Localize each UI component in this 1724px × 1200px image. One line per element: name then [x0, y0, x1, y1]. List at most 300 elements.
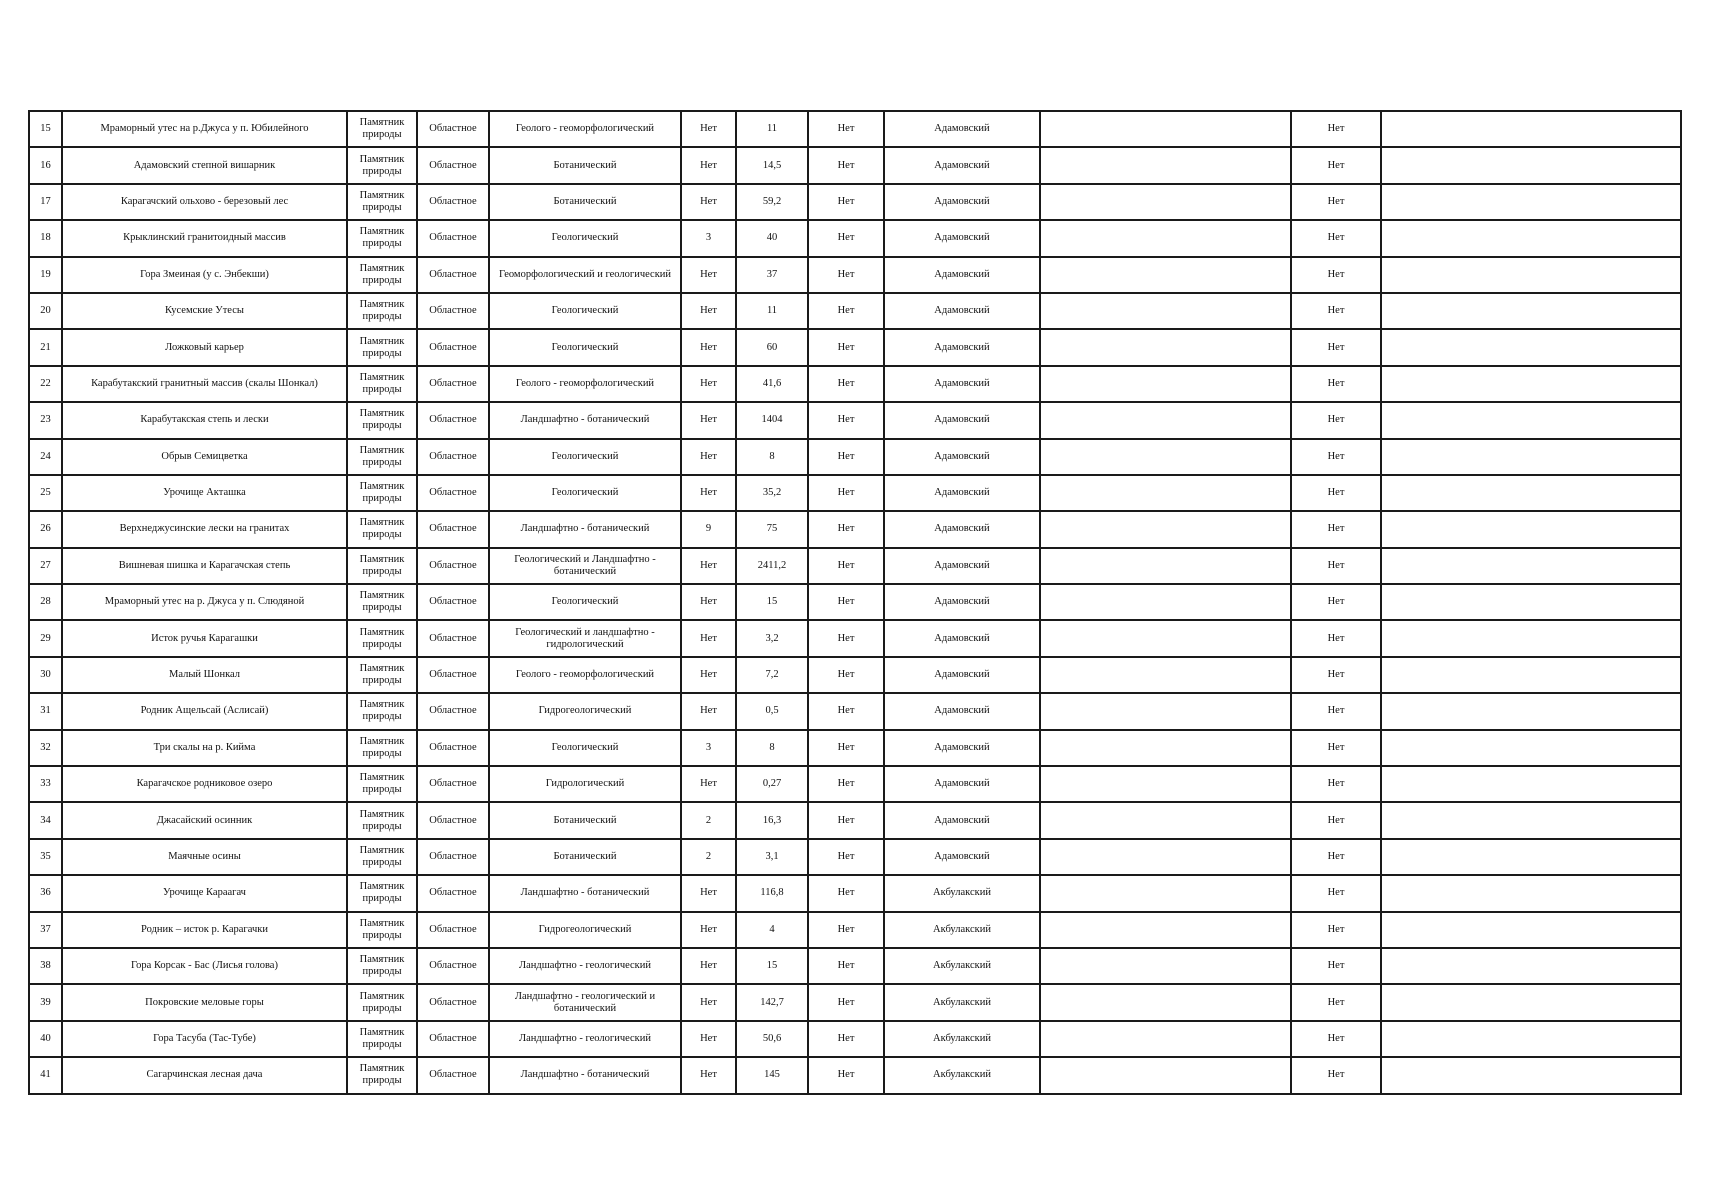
cell-area: 116,8 — [736, 875, 808, 911]
cell-col12 — [1381, 329, 1681, 365]
cell-category: Памятник природы — [347, 657, 417, 693]
cell-name: Верхнеджусинские лески на гранитах — [62, 511, 347, 547]
cell-col8: Нет — [808, 475, 884, 511]
cell-number: 30 — [29, 657, 62, 693]
cell-col6: Нет — [681, 366, 736, 402]
protected-areas-table — [28, 110, 1682, 1095]
cell-area: 59,2 — [736, 184, 808, 220]
cell-category: Памятник природы — [347, 802, 417, 838]
cell-profile: Ботанический — [489, 147, 681, 183]
cell-col12 — [1381, 620, 1681, 656]
table-row — [29, 1021, 1681, 1057]
document-sheet — [28, 110, 1680, 1095]
cell-col8: Нет — [808, 839, 884, 875]
cell-category: Памятник природы — [347, 220, 417, 256]
table-row — [29, 402, 1681, 438]
table-row — [29, 912, 1681, 948]
cell-district: Акбулакский — [884, 875, 1040, 911]
cell-area: 11 — [736, 111, 808, 147]
cell-category: Памятник природы — [347, 1057, 417, 1093]
cell-number: 23 — [29, 402, 62, 438]
cell-col6: Нет — [681, 657, 736, 693]
cell-col6: Нет — [681, 693, 736, 729]
cell-category: Памятник природы — [347, 912, 417, 948]
cell-significance: Областное — [417, 366, 489, 402]
cell-number: 27 — [29, 548, 62, 584]
cell-district: Акбулакский — [884, 948, 1040, 984]
cell-district: Адамовский — [884, 293, 1040, 329]
cell-area: 3,2 — [736, 620, 808, 656]
cell-col11: Нет — [1291, 912, 1381, 948]
cell-col8: Нет — [808, 220, 884, 256]
cell-col10 — [1040, 402, 1291, 438]
cell-name: Гора Тасуба (Тас-Тубе) — [62, 1021, 347, 1057]
cell-category: Памятник природы — [347, 402, 417, 438]
cell-col10 — [1040, 875, 1291, 911]
cell-col6: Нет — [681, 948, 736, 984]
cell-col10 — [1040, 984, 1291, 1020]
cell-col11: Нет — [1291, 366, 1381, 402]
cell-col6: Нет — [681, 293, 736, 329]
cell-name: Адамовский степной вишарник — [62, 147, 347, 183]
cell-name: Карагачское родниковое озеро — [62, 766, 347, 802]
cell-area: 40 — [736, 220, 808, 256]
cell-number: 29 — [29, 620, 62, 656]
cell-significance: Областное — [417, 111, 489, 147]
cell-profile: Геологический — [489, 584, 681, 620]
cell-name: Урочище Караагач — [62, 875, 347, 911]
cell-col11: Нет — [1291, 257, 1381, 293]
cell-category: Памятник природы — [347, 293, 417, 329]
cell-district: Акбулакский — [884, 1057, 1040, 1093]
cell-district: Акбулакский — [884, 1021, 1040, 1057]
cell-profile: Ботанический — [489, 802, 681, 838]
cell-name: Обрыв Семицветка — [62, 439, 347, 475]
cell-significance: Областное — [417, 802, 489, 838]
cell-col12 — [1381, 220, 1681, 256]
cell-district: Адамовский — [884, 257, 1040, 293]
cell-col10 — [1040, 548, 1291, 584]
cell-significance: Областное — [417, 657, 489, 693]
cell-name: Урочище Акташка — [62, 475, 347, 511]
cell-district: Адамовский — [884, 366, 1040, 402]
table-row — [29, 548, 1681, 584]
cell-col11: Нет — [1291, 875, 1381, 911]
cell-col6: Нет — [681, 111, 736, 147]
cell-name: Карабутакский гранитный массив (скалы Шонкал) — [62, 366, 347, 402]
cell-name: Исток ручья Карагашки — [62, 620, 347, 656]
cell-col11: Нет — [1291, 693, 1381, 729]
cell-col6: Нет — [681, 984, 736, 1020]
cell-name: Крыклинский гранитоидный массив — [62, 220, 347, 256]
table-row — [29, 620, 1681, 656]
cell-profile: Геологический — [489, 293, 681, 329]
cell-profile: Геологический — [489, 329, 681, 365]
cell-col10 — [1040, 439, 1291, 475]
cell-col12 — [1381, 802, 1681, 838]
cell-col8: Нет — [808, 1021, 884, 1057]
cell-number: 39 — [29, 984, 62, 1020]
table-row — [29, 111, 1681, 147]
cell-col11: Нет — [1291, 802, 1381, 838]
cell-col8: Нет — [808, 620, 884, 656]
cell-district: Адамовский — [884, 766, 1040, 802]
cell-name: Карабутакская степь и лески — [62, 402, 347, 438]
cell-col11: Нет — [1291, 1057, 1381, 1093]
cell-col11: Нет — [1291, 511, 1381, 547]
cell-col6: Нет — [681, 184, 736, 220]
cell-number: 22 — [29, 366, 62, 402]
cell-significance: Областное — [417, 584, 489, 620]
cell-category: Памятник природы — [347, 875, 417, 911]
cell-col6: 2 — [681, 839, 736, 875]
table-row — [29, 839, 1681, 875]
cell-significance: Областное — [417, 875, 489, 911]
cell-category: Памятник природы — [347, 257, 417, 293]
cell-col11: Нет — [1291, 584, 1381, 620]
cell-profile: Геолого - геоморфологический — [489, 111, 681, 147]
cell-area: 8 — [736, 730, 808, 766]
cell-name: Джасайский осинник — [62, 802, 347, 838]
cell-significance: Областное — [417, 257, 489, 293]
cell-number: 35 — [29, 839, 62, 875]
cell-significance: Областное — [417, 620, 489, 656]
cell-name: Маячные осины — [62, 839, 347, 875]
cell-significance: Областное — [417, 948, 489, 984]
cell-significance: Областное — [417, 511, 489, 547]
cell-col6: Нет — [681, 147, 736, 183]
cell-category: Памятник природы — [347, 511, 417, 547]
cell-area: 0,5 — [736, 693, 808, 729]
cell-category: Памятник природы — [347, 329, 417, 365]
cell-col10 — [1040, 147, 1291, 183]
cell-col11: Нет — [1291, 439, 1381, 475]
cell-col11: Нет — [1291, 475, 1381, 511]
cell-number: 36 — [29, 875, 62, 911]
cell-col10 — [1040, 802, 1291, 838]
cell-col6: 3 — [681, 730, 736, 766]
cell-profile: Ботанический — [489, 184, 681, 220]
cell-col10 — [1040, 184, 1291, 220]
cell-col12 — [1381, 402, 1681, 438]
cell-area: 1404 — [736, 402, 808, 438]
cell-col12 — [1381, 184, 1681, 220]
cell-col11: Нет — [1291, 620, 1381, 656]
cell-profile: Гидрогеологический — [489, 912, 681, 948]
cell-district: Адамовский — [884, 693, 1040, 729]
cell-area: 15 — [736, 584, 808, 620]
cell-profile: Ландшафтно - ботанический — [489, 875, 681, 911]
cell-col12 — [1381, 257, 1681, 293]
cell-profile: Гидрогеологический — [489, 693, 681, 729]
cell-col11: Нет — [1291, 730, 1381, 766]
cell-significance: Областное — [417, 1057, 489, 1093]
cell-number: 19 — [29, 257, 62, 293]
cell-col6: Нет — [681, 548, 736, 584]
cell-col10 — [1040, 257, 1291, 293]
cell-category: Памятник природы — [347, 111, 417, 147]
cell-number: 37 — [29, 912, 62, 948]
table-row — [29, 511, 1681, 547]
cell-col11: Нет — [1291, 657, 1381, 693]
cell-number: 33 — [29, 766, 62, 802]
cell-area: 7,2 — [736, 657, 808, 693]
cell-col11: Нет — [1291, 839, 1381, 875]
cell-number: 21 — [29, 329, 62, 365]
cell-significance: Областное — [417, 220, 489, 256]
cell-district: Адамовский — [884, 511, 1040, 547]
cell-number: 24 — [29, 439, 62, 475]
cell-profile: Геологический — [489, 730, 681, 766]
cell-col11: Нет — [1291, 111, 1381, 147]
cell-col11: Нет — [1291, 184, 1381, 220]
cell-col6: Нет — [681, 1021, 736, 1057]
cell-col6: 9 — [681, 511, 736, 547]
cell-area: 35,2 — [736, 475, 808, 511]
cell-district: Адамовский — [884, 657, 1040, 693]
cell-profile: Геологический — [489, 439, 681, 475]
cell-name: Вишневая шишка и Карагачская степь — [62, 548, 347, 584]
cell-area: 0,27 — [736, 766, 808, 802]
cell-col8: Нет — [808, 875, 884, 911]
table-row — [29, 220, 1681, 256]
cell-significance: Областное — [417, 693, 489, 729]
cell-district: Адамовский — [884, 111, 1040, 147]
cell-col12 — [1381, 693, 1681, 729]
cell-col12 — [1381, 730, 1681, 766]
cell-name: Сагарчинская лесная дача — [62, 1057, 347, 1093]
cell-number: 41 — [29, 1057, 62, 1093]
table-row — [29, 875, 1681, 911]
cell-area: 15 — [736, 948, 808, 984]
cell-profile: Геологический — [489, 220, 681, 256]
cell-significance: Областное — [417, 475, 489, 511]
cell-number: 31 — [29, 693, 62, 729]
cell-col6: Нет — [681, 875, 736, 911]
cell-col11: Нет — [1291, 766, 1381, 802]
cell-significance: Областное — [417, 329, 489, 365]
table-row — [29, 366, 1681, 402]
cell-col8: Нет — [808, 730, 884, 766]
cell-col12 — [1381, 1057, 1681, 1093]
cell-number: 20 — [29, 293, 62, 329]
cell-area: 3,1 — [736, 839, 808, 875]
cell-category: Памятник природы — [347, 730, 417, 766]
cell-col8: Нет — [808, 257, 884, 293]
cell-category: Памятник природы — [347, 984, 417, 1020]
cell-col12 — [1381, 657, 1681, 693]
cell-col12 — [1381, 875, 1681, 911]
cell-significance: Областное — [417, 912, 489, 948]
cell-area: 145 — [736, 1057, 808, 1093]
cell-number: 32 — [29, 730, 62, 766]
cell-name: Ложковый карьер — [62, 329, 347, 365]
cell-district: Адамовский — [884, 839, 1040, 875]
cell-district: Адамовский — [884, 220, 1040, 256]
cell-col10 — [1040, 948, 1291, 984]
cell-col10 — [1040, 766, 1291, 802]
cell-col8: Нет — [808, 584, 884, 620]
cell-significance: Областное — [417, 984, 489, 1020]
cell-profile: Ландшафтно - ботанический — [489, 402, 681, 438]
cell-col8: Нет — [808, 1057, 884, 1093]
cell-name: Родник – исток р. Карагачки — [62, 912, 347, 948]
cell-col11: Нет — [1291, 548, 1381, 584]
cell-area: 8 — [736, 439, 808, 475]
cell-col8: Нет — [808, 657, 884, 693]
cell-category: Памятник природы — [347, 147, 417, 183]
cell-col10 — [1040, 366, 1291, 402]
cell-col12 — [1381, 984, 1681, 1020]
cell-col11: Нет — [1291, 948, 1381, 984]
cell-profile: Ботанический — [489, 839, 681, 875]
cell-category: Памятник природы — [347, 439, 417, 475]
cell-col8: Нет — [808, 184, 884, 220]
cell-district: Акбулакский — [884, 912, 1040, 948]
cell-col8: Нет — [808, 329, 884, 365]
cell-name: Мраморный утес на р.Джуса у п. Юбилейного — [62, 111, 347, 147]
cell-area: 60 — [736, 329, 808, 365]
cell-district: Адамовский — [884, 730, 1040, 766]
cell-col10 — [1040, 475, 1291, 511]
cell-col6: Нет — [681, 402, 736, 438]
cell-area: 4 — [736, 912, 808, 948]
cell-name: Кусемские Утесы — [62, 293, 347, 329]
table-row — [29, 948, 1681, 984]
cell-profile: Геоморфологический и геологический — [489, 257, 681, 293]
cell-area: 2411,2 — [736, 548, 808, 584]
cell-number: 15 — [29, 111, 62, 147]
cell-profile: Геолого - геоморфологический — [489, 657, 681, 693]
cell-significance: Областное — [417, 402, 489, 438]
cell-col6: Нет — [681, 584, 736, 620]
cell-profile: Гидрологический — [489, 766, 681, 802]
cell-col10 — [1040, 730, 1291, 766]
cell-col12 — [1381, 111, 1681, 147]
cell-name: Малый Шонкал — [62, 657, 347, 693]
cell-category: Памятник природы — [347, 693, 417, 729]
cell-category: Памятник природы — [347, 948, 417, 984]
cell-number: 17 — [29, 184, 62, 220]
cell-number: 25 — [29, 475, 62, 511]
cell-district: Адамовский — [884, 548, 1040, 584]
cell-profile: Геологический и Ландшафтно - ботанический — [489, 548, 681, 584]
cell-col6: Нет — [681, 620, 736, 656]
cell-number: 38 — [29, 948, 62, 984]
cell-col6: Нет — [681, 1057, 736, 1093]
cell-col10 — [1040, 693, 1291, 729]
cell-number: 26 — [29, 511, 62, 547]
cell-significance: Областное — [417, 147, 489, 183]
cell-name: Родник Ащельсай (Аслисай) — [62, 693, 347, 729]
cell-col12 — [1381, 548, 1681, 584]
table-row — [29, 329, 1681, 365]
table-row — [29, 1057, 1681, 1093]
table-row — [29, 184, 1681, 220]
cell-profile: Геолого - геоморфологический — [489, 366, 681, 402]
cell-col12 — [1381, 147, 1681, 183]
cell-area: 14,5 — [736, 147, 808, 183]
cell-col10 — [1040, 511, 1291, 547]
cell-profile: Ландшафтно - геологический — [489, 948, 681, 984]
cell-col6: Нет — [681, 257, 736, 293]
cell-col8: Нет — [808, 402, 884, 438]
cell-col10 — [1040, 657, 1291, 693]
cell-col12 — [1381, 839, 1681, 875]
table-row — [29, 766, 1681, 802]
table-row — [29, 475, 1681, 511]
cell-number: 40 — [29, 1021, 62, 1057]
cell-name: Гора Корсак - Бас (Лисья голова) — [62, 948, 347, 984]
cell-profile: Геологический — [489, 475, 681, 511]
cell-col10 — [1040, 1021, 1291, 1057]
cell-col8: Нет — [808, 912, 884, 948]
cell-category: Памятник природы — [347, 366, 417, 402]
cell-col12 — [1381, 366, 1681, 402]
cell-col10 — [1040, 329, 1291, 365]
cell-col8: Нет — [808, 984, 884, 1020]
cell-col6: Нет — [681, 766, 736, 802]
cell-district: Адамовский — [884, 402, 1040, 438]
cell-significance: Областное — [417, 730, 489, 766]
cell-col11: Нет — [1291, 984, 1381, 1020]
cell-district: Адамовский — [884, 439, 1040, 475]
cell-col11: Нет — [1291, 1021, 1381, 1057]
cell-col8: Нет — [808, 111, 884, 147]
table-row — [29, 802, 1681, 838]
cell-number: 34 — [29, 802, 62, 838]
cell-col6: Нет — [681, 439, 736, 475]
cell-col12 — [1381, 293, 1681, 329]
cell-col11: Нет — [1291, 220, 1381, 256]
cell-number: 18 — [29, 220, 62, 256]
cell-profile: Ландшафтно - геологический — [489, 1021, 681, 1057]
cell-district: Адамовский — [884, 802, 1040, 838]
cell-category: Памятник природы — [347, 184, 417, 220]
cell-col8: Нет — [808, 548, 884, 584]
cell-col8: Нет — [808, 366, 884, 402]
cell-col8: Нет — [808, 439, 884, 475]
cell-col10 — [1040, 220, 1291, 256]
cell-area: 16,3 — [736, 802, 808, 838]
cell-col8: Нет — [808, 802, 884, 838]
cell-col12 — [1381, 766, 1681, 802]
cell-col12 — [1381, 439, 1681, 475]
cell-district: Адамовский — [884, 620, 1040, 656]
cell-col10 — [1040, 293, 1291, 329]
cell-name: Покровские меловые горы — [62, 984, 347, 1020]
cell-col8: Нет — [808, 147, 884, 183]
cell-area: 75 — [736, 511, 808, 547]
cell-col6: Нет — [681, 329, 736, 365]
cell-district: Адамовский — [884, 329, 1040, 365]
table-row — [29, 984, 1681, 1020]
cell-col8: Нет — [808, 511, 884, 547]
cell-category: Памятник природы — [347, 584, 417, 620]
cell-col10 — [1040, 111, 1291, 147]
table-row — [29, 439, 1681, 475]
cell-col12 — [1381, 475, 1681, 511]
cell-col12 — [1381, 511, 1681, 547]
cell-category: Памятник природы — [347, 620, 417, 656]
cell-district: Адамовский — [884, 584, 1040, 620]
cell-col12 — [1381, 912, 1681, 948]
cell-profile: Ландшафтно - геологический и ботанический — [489, 984, 681, 1020]
cell-category: Памятник природы — [347, 548, 417, 584]
cell-col12 — [1381, 584, 1681, 620]
cell-col11: Нет — [1291, 402, 1381, 438]
cell-category: Памятник природы — [347, 766, 417, 802]
